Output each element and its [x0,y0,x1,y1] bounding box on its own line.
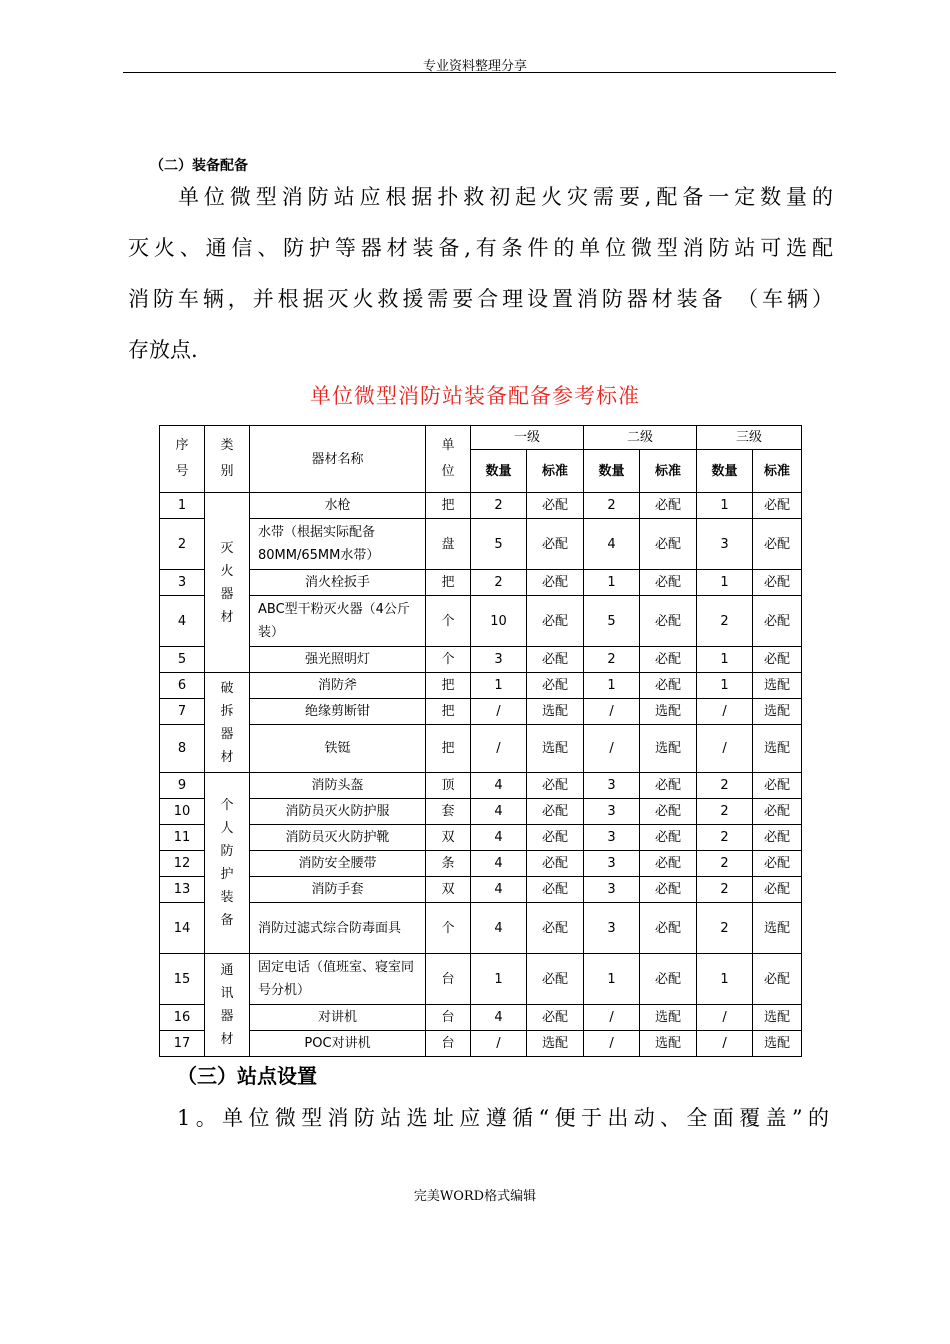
section-two-heading: （二）装备配备 [150,158,248,174]
cell-standard: 选配 [527,699,584,725]
table-row [160,596,802,647]
category-label: 灭火器材 [220,540,234,625]
cell-quantity: 2 [697,825,753,851]
cell-standard: 必配 [640,570,697,596]
cell-quantity: 3 [584,903,640,954]
cell-standard: 必配 [753,799,802,825]
cell-quantity: 1 [697,673,753,699]
cell-quantity: / [584,699,640,725]
cell-unit: 把 [426,570,471,596]
paragraph-line-1: 单位微型消防站应根据扑救初起火灾需要,配备一定数量的 [178,185,833,209]
cell-seq: 5 [160,647,205,673]
cell-quantity: / [697,725,753,773]
cell-standard: 必配 [753,773,802,799]
cell-quantity: 10 [471,596,527,647]
cell-name: 绝缘剪断钳 [250,699,426,725]
cell-standard: 选配 [753,1031,802,1057]
category-label: 通讯器材 [220,963,234,1047]
cell-standard: 必配 [527,954,584,1005]
header-level-3: 三级 [697,426,802,450]
cell-category [205,673,250,773]
cell-seq: 6 [160,673,205,699]
cell-unit: 把 [426,493,471,519]
table-row [160,799,802,825]
table-row [160,1031,802,1057]
cell-unit: 把 [426,725,471,773]
cell-quantity: / [471,699,527,725]
cell-unit: 个 [426,596,471,647]
cell-quantity: / [584,1031,640,1057]
cell-standard: 选配 [527,725,584,773]
cell-standard: 必配 [527,1005,584,1031]
cell-name: 消防员灭火防护靴 [250,825,426,851]
cell-standard: 必配 [640,647,697,673]
header-standard: 标准 [753,450,802,493]
cell-name: 对讲机 [250,1005,426,1031]
cell-standard: 选配 [753,725,802,773]
header-seq: 序号 [160,426,205,493]
cell-quantity: 1 [697,570,753,596]
cell-standard: 必配 [640,851,697,877]
cell-standard: 选配 [753,903,802,954]
header-quantity: 数量 [584,450,640,493]
cell-standard: 选配 [640,1005,697,1031]
cell-unit: 台 [426,1005,471,1031]
cell-standard: 必配 [640,596,697,647]
cell-quantity: 1 [584,954,640,1005]
cell-standard: 必配 [753,954,802,1005]
cell-seq: 9 [160,773,205,799]
cell-standard: 必配 [753,877,802,903]
cell-seq: 1 [160,493,205,519]
cell-seq: 16 [160,1005,205,1031]
section-three-heading: （三）站点设置 [177,1064,317,1088]
cell-standard: 必配 [640,825,697,851]
cell-quantity: 4 [471,851,527,877]
page-header: 专业资料整理分享 [422,59,527,74]
category-label: 个人防护装备 [220,798,234,928]
cell-seq: 13 [160,877,205,903]
table-row [160,699,802,725]
cell-name: 消防过滤式综合防毒面具 [250,903,426,954]
cell-quantity: 4 [471,799,527,825]
cell-standard: 必配 [753,851,802,877]
cell-quantity: 2 [697,596,753,647]
cell-standard: 必配 [527,647,584,673]
cell-seq: 7 [160,699,205,725]
cell-unit: 双 [426,825,471,851]
cell-seq: 2 [160,519,205,570]
cell-quantity: 3 [697,519,753,570]
cell-unit: 盘 [426,519,471,570]
cell-quantity: 2 [471,493,527,519]
table-row [160,851,802,877]
cell-standard: 必配 [753,493,802,519]
table-title: 单位微型消防站装备配备参考标准 [310,384,640,408]
header-level-2: 二级 [584,426,697,450]
cell-quantity: 1 [471,673,527,699]
cell-quantity: / [697,699,753,725]
cell-seq: 17 [160,1031,205,1057]
cell-unit: 套 [426,799,471,825]
cell-quantity: 4 [471,903,527,954]
cell-standard: 必配 [527,493,584,519]
cell-name: 消防头盔 [250,773,426,799]
cell-quantity: 3 [584,799,640,825]
cell-standard: 必配 [527,851,584,877]
cell-seq: 14 [160,903,205,954]
header-name: 器材名称 [250,426,426,493]
cell-quantity: 2 [697,877,753,903]
cell-unit: 把 [426,673,471,699]
cell-quantity: 3 [471,647,527,673]
cell-standard: 必配 [527,877,584,903]
category-label: 破拆器材 [220,680,234,765]
cell-standard: 必配 [753,570,802,596]
cell-seq: 11 [160,825,205,851]
cell-quantity: 1 [697,954,753,1005]
intro-paragraph [128,172,833,376]
cell-unit: 把 [426,699,471,725]
cell-standard: 选配 [640,699,697,725]
cell-quantity: 4 [471,877,527,903]
cell-standard: 必配 [640,673,697,699]
cell-standard: 必配 [527,673,584,699]
cell-quantity: 2 [584,493,640,519]
cell-unit: 个 [426,647,471,673]
header-unit: 单位 [426,426,471,493]
cell-seq: 10 [160,799,205,825]
cell-quantity: 3 [584,851,640,877]
equipment-table [159,425,802,1057]
paragraph-line-4: 存放点. [128,338,198,362]
cell-standard: 选配 [753,1005,802,1031]
cell-unit: 顶 [426,773,471,799]
cell-quantity: / [471,725,527,773]
cell-unit: 台 [426,954,471,1005]
cell-seq: 4 [160,596,205,647]
cell-standard: 必配 [640,799,697,825]
cell-standard: 选配 [753,699,802,725]
cell-standard: 必配 [527,825,584,851]
cell-quantity: 5 [471,519,527,570]
cell-quantity: 4 [471,1005,527,1031]
cell-unit: 条 [426,851,471,877]
header-standard: 标准 [527,450,584,493]
cell-name: 消防斧 [250,673,426,699]
cell-standard: 选配 [640,1031,697,1057]
cell-standard: 选配 [640,725,697,773]
cell-standard: 必配 [527,773,584,799]
header-level-1: 一级 [471,426,584,450]
cell-standard: 必配 [753,596,802,647]
cell-category [205,954,250,1057]
header-category: 类别 [205,426,250,493]
cell-name: 固定电话（值班室、寝室同号分机） [250,954,426,1005]
cell-quantity: 3 [584,877,640,903]
cell-standard: 必配 [640,954,697,1005]
cell-quantity: 2 [584,647,640,673]
cell-quantity: 3 [584,773,640,799]
table-row [160,570,802,596]
header-quantity: 数量 [471,450,527,493]
table-row [160,647,802,673]
table-row [160,493,802,519]
header-quantity: 数量 [697,450,753,493]
cell-standard: 必配 [640,877,697,903]
cell-seq: 12 [160,851,205,877]
cell-name: 水枪 [250,493,426,519]
cell-standard: 必配 [527,570,584,596]
cell-name: 消火栓扳手 [250,570,426,596]
cell-standard: 必配 [753,647,802,673]
cell-seq: 8 [160,725,205,773]
cell-standard: 必配 [640,903,697,954]
cell-quantity: 1 [584,570,640,596]
cell-quantity: 1 [697,493,753,519]
cell-quantity: 2 [697,773,753,799]
cell-name: 消防安全腰带 [250,851,426,877]
table-row [160,903,802,954]
cell-unit: 个 [426,903,471,954]
cell-quantity: 3 [584,825,640,851]
cell-standard: 必配 [753,825,802,851]
cell-quantity: 4 [471,773,527,799]
cell-quantity: / [584,1005,640,1031]
cell-name: 水带（根据实际配备80MM/65MM水带） [250,519,426,570]
cell-unit: 台 [426,1031,471,1057]
cell-quantity: 2 [697,903,753,954]
equipment-table-body [160,493,802,1057]
cell-quantity: 1 [584,673,640,699]
cell-quantity: 2 [697,799,753,825]
cell-name: 消防手套 [250,877,426,903]
table-row [160,673,802,699]
cell-seq: 15 [160,954,205,1005]
cell-standard: 选配 [527,1031,584,1057]
cell-quantity: / [697,1005,753,1031]
cell-standard: 必配 [753,519,802,570]
site-paragraph: 1。单位微型消防站选址应遵循“便于出动、全面覆盖”的 [177,1106,829,1130]
cell-quantity: / [584,725,640,773]
cell-quantity: 2 [697,851,753,877]
header-rule [123,72,836,73]
cell-name: 铁铤 [250,725,426,773]
cell-unit: 双 [426,877,471,903]
cell-quantity: 4 [471,825,527,851]
table-row [160,877,802,903]
cell-standard: 必配 [640,773,697,799]
cell-seq: 3 [160,570,205,596]
cell-category [205,493,250,673]
table-row [160,1005,802,1031]
paragraph-line-3: 消防车辆，并根据灭火救援需要合理设置消防器材装备 （车辆） [128,287,833,311]
cell-standard: 必配 [527,903,584,954]
cell-standard: 必配 [640,493,697,519]
cell-name: 强光照明灯 [250,647,426,673]
table-row [160,825,802,851]
table-row [160,954,802,1005]
cell-quantity: 1 [697,647,753,673]
cell-standard: 必配 [527,596,584,647]
cell-name: POC对讲机 [250,1031,426,1057]
cell-standard: 必配 [527,799,584,825]
table-row [160,773,802,799]
table-row [160,519,802,570]
cell-category [205,773,250,954]
cell-standard: 选配 [753,673,802,699]
cell-name: 消防员灭火防护服 [250,799,426,825]
cell-standard: 必配 [527,519,584,570]
cell-quantity: / [697,1031,753,1057]
table-row [160,725,802,773]
cell-standard: 必配 [640,519,697,570]
cell-quantity: 5 [584,596,640,647]
cell-name: ABC型干粉灭火器（4公斤装） [250,596,426,647]
cell-quantity: / [471,1031,527,1057]
cell-quantity: 2 [471,570,527,596]
cell-quantity: 1 [471,954,527,1005]
page-footer: 完美WORD格式编辑 [413,1189,537,1204]
header-standard: 标准 [640,450,697,493]
cell-quantity: 4 [584,519,640,570]
paragraph-line-2: 灭火、通信、防护等器材装备,有条件的单位微型消防站可选配 [128,236,833,260]
